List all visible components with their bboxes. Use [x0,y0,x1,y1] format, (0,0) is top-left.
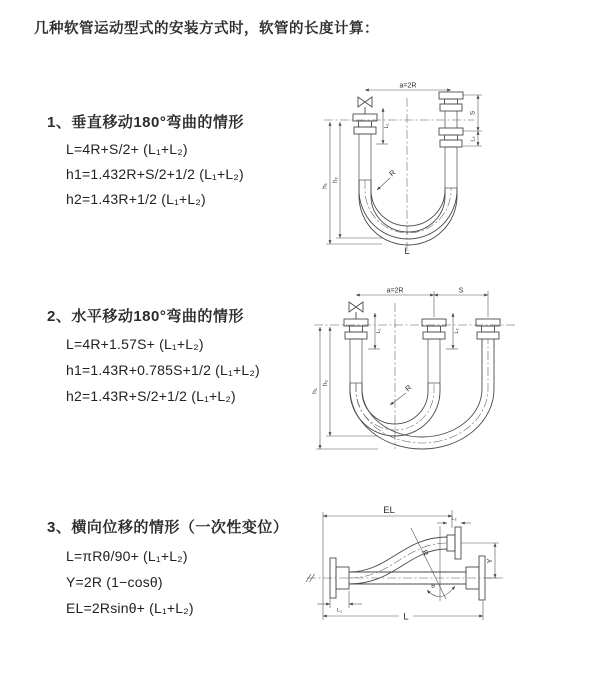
radius-label: R [403,382,414,394]
dimension-s [434,288,488,318]
dimension-h2 [332,122,382,238]
braided-hose-left [350,339,362,383]
dim-label-s: S [469,110,477,116]
angle-construction [411,526,455,601]
left-flange [344,319,368,339]
dim-label-l1: L₁ [376,328,382,334]
dim-label-a2r: a=2R [399,82,417,90]
valve-icon [358,97,372,114]
dim-label-h2: h₂ [332,176,339,184]
centerline [306,574,503,582]
dim-label-l: L [404,246,410,257]
dimension-a2r [365,83,451,91]
braided-hose-right [445,147,457,188]
braided-hose-middle [428,339,440,383]
dim-label-l: L [403,611,409,623]
dim-label-l2: L₂ [454,328,460,334]
centerlines [321,98,474,252]
theta-label: θ [431,583,435,590]
right-pipe [445,111,457,128]
section-2-formula-h1: h1=1.43R+0.785S+1/2 (L₁+L₂) [66,362,260,378]
section-1-heading: 1、垂直移动180°弯曲的情形 [47,114,244,131]
radius-leader [390,383,414,405]
section-3-formula-y: Y=2R (1−cosθ) [66,574,163,590]
section-1-formula-h2: h2=1.43R+1/2 (L₁+L₂) [66,191,206,207]
valve-icon [349,302,363,319]
radius-label: R [420,548,431,558]
diagram-vertical-180-bend [310,78,550,258]
middle-flange [422,319,446,339]
dim-label-h1: h₁ [321,183,329,189]
dim-label-l1: L₁ [384,123,390,129]
section-2-formula-l: L=4R+1.57S+ (L₁+L₂) [66,336,204,352]
dim-label-a2r: a=2R [386,287,404,295]
hose-u-bend-position2 [350,339,494,449]
dim-label-y: Y [485,558,494,564]
dimension-l [323,601,483,623]
dimension-l2 [437,516,471,523]
dimension-s [463,95,482,131]
section-2-formula-h2: h2=1.43R+S/2+1/2 (L₁+L₂) [66,388,236,404]
dimension-h1 [322,122,383,244]
dimension-a2r [356,288,434,318]
dimension-l1 [368,313,382,349]
right-flange-lower [439,128,463,147]
dimension-l2 [446,313,460,349]
section-1-formula-l: L=4R+S/2+ (L₁+L₂) [66,141,188,157]
dim-label-h1: h₁ [311,388,319,394]
diagram-horizontal-180-bend [306,283,561,463]
section-1-formula-h1: h1=1.432R+S/2+1/2 (L₁+L₂) [66,166,244,182]
diagram-lateral-displacement [303,498,583,643]
dimension-h1 [312,327,379,449]
s-curve-hose [349,537,447,584]
section-2-heading: 2、水平移动180°弯曲的情形 [47,308,244,325]
dimension-el [323,505,452,620]
dim-label-el: EL [383,505,395,516]
dimension-l1 [317,591,362,614]
left-flange [353,114,377,134]
dimension-y [461,543,499,578]
section-3-formula-el: EL=2Rsinθ+ (L₁+L₂) [66,600,194,616]
radius-leader [377,168,398,190]
right-flange-moved [476,319,500,339]
dimension-l1 [376,108,390,144]
dimension-l2 [463,131,482,146]
braided-hose-left [359,134,371,180]
dim-label-s: S [458,287,464,295]
dim-label-h2: h₂ [322,379,329,387]
dim-label-l1: L₁ [337,608,342,614]
right-flange-upper [439,92,463,111]
upper-flange-displaced [447,527,461,559]
dim-label-l2: L₂ [451,516,457,522]
page-title: 几种软管运动型式的安装方式时，软管的长度计算： [34,21,379,37]
section-3-heading: 3、横向位移的情形（一次性变位） [47,519,289,536]
hose-u-bend [359,180,457,245]
radius-label: R [387,167,398,179]
section-3-formula-l: L=πRθ/90+ (L₁+L₂) [66,548,188,564]
dim-label-l2: L₂ [470,136,477,142]
